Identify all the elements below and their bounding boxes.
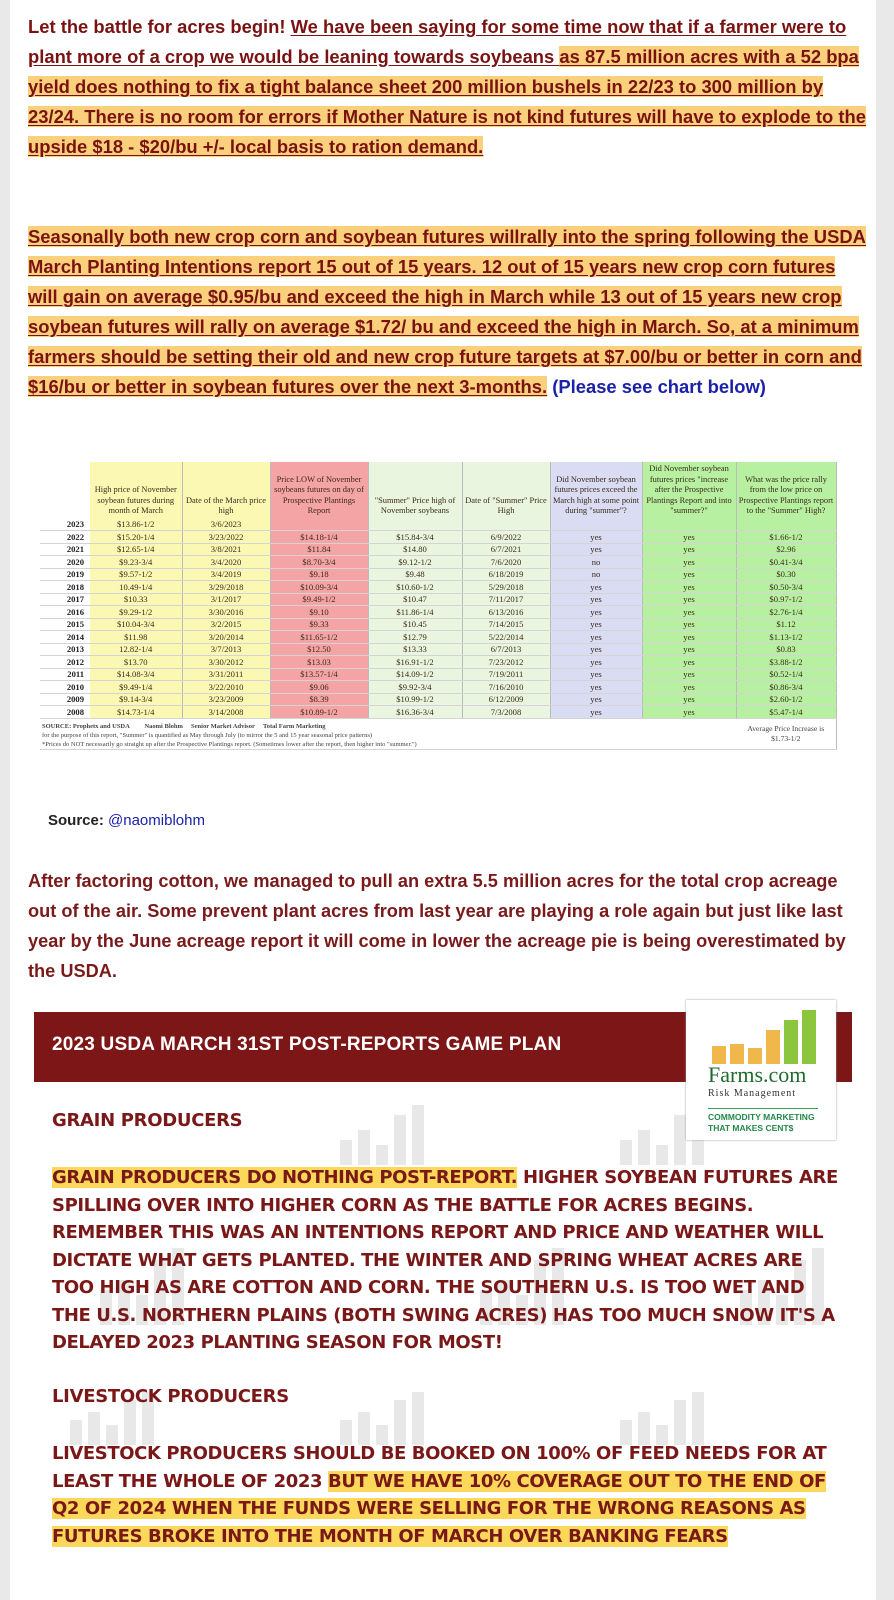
- cotton-paragraph: After factoring cotton, we managed to pull an extra 5.5 million acres for the total crop acreage out of the air. Some prevent plant acres from last year are playing a role again but just like last year by the June acreage report it will come in lower the acreage pie is being overestimated by the USDA.: [28, 871, 846, 981]
- grain-highlight: GRAIN PRODUCERS DO NOTHING POST-REPORT.: [52, 1167, 518, 1188]
- col-header: Date of "Summer" Price High: [462, 462, 550, 519]
- table-cell: yes: [550, 531, 642, 544]
- row-year: 2012: [40, 656, 90, 669]
- livestock-producers-text: [52, 1440, 842, 1550]
- col-header: Date of the March price high: [182, 462, 270, 519]
- footer-author: Naomi Blohm: [144, 722, 183, 730]
- col-header: Did November soybean futures prices "increase after the Prospective Plantings Report and into "summer?": [642, 462, 736, 519]
- table-cell: 3/6/2023: [182, 519, 270, 531]
- col-header: High price of November soybean futures during month of March: [90, 462, 182, 519]
- table-cell: $12.79: [368, 631, 462, 644]
- row-year: 2014: [40, 631, 90, 644]
- table-cell: $10.60-1/2: [368, 581, 462, 594]
- table-cell: 7/19/2011: [462, 668, 550, 681]
- row-year: 2021: [40, 543, 90, 556]
- table-cell: 7/14/2015: [462, 618, 550, 631]
- intro-highlight: as 87.5 million acres with a 52 bpa yield does nothing to fix a tight balance sheet 200 million bushels in 22/23 to 300 million by 23/24. There is no room for errors if Mother Nature is not kind futures will have to explode to the upside $18 - $20/bu +/- local basis to ration demand.: [28, 46, 866, 157]
- table-cell: $8.39: [270, 693, 368, 706]
- table-footer-row: [40, 718, 836, 749]
- table-cell: yes: [642, 693, 736, 706]
- table-row: [40, 543, 836, 556]
- table-cell: yes: [550, 693, 642, 706]
- table-cell: $14.18-1/4: [270, 531, 368, 544]
- game-plan-title: 2023 USDA MARCH 31ST POST-REPORTS GAME PLAN: [52, 1034, 562, 1055]
- table-cell: 3/30/2012: [182, 656, 270, 669]
- table-cell: $0.86-3/4: [736, 681, 836, 694]
- row-year: 2011: [40, 668, 90, 681]
- table-cell: yes: [550, 643, 642, 656]
- table-cell: yes: [642, 531, 736, 544]
- row-year: 2022: [40, 531, 90, 544]
- table-cell: $10.45: [368, 618, 462, 631]
- farms-com-logo: [686, 1000, 836, 1140]
- table-cell: $0.83: [736, 643, 836, 656]
- logo-tagline-2: THAT MAKES CENT$: [708, 1123, 794, 1133]
- row-year: 2023: [40, 519, 90, 531]
- table-cell: yes: [642, 668, 736, 681]
- row-year: 2009: [40, 693, 90, 706]
- table-row: [40, 519, 836, 531]
- table-cell: yes: [550, 631, 642, 644]
- logo-name: Farms.com: [708, 1062, 807, 1087]
- table-cell: $10.89-1/2: [270, 706, 368, 719]
- logo-tagline: [708, 1108, 818, 1134]
- table-cell: $10.47: [368, 593, 462, 606]
- table-cell: 7/3/2008: [462, 706, 550, 719]
- table-cell: [736, 519, 836, 531]
- table-cell: 6/7/2013: [462, 643, 550, 656]
- table-cell: $16.36-3/4: [368, 706, 462, 719]
- col-header: What was the price rally from the low price on Prospective Plantings report to the "Summer" High?: [736, 462, 836, 519]
- table-cell: $3.88-1/2: [736, 656, 836, 669]
- table-cell: $9.06: [270, 681, 368, 694]
- article-page: [10, 0, 876, 1600]
- table-cell: yes: [642, 643, 736, 656]
- col-header: Did November soybean futures prices exceed the March high at some point during "summer"?: [550, 462, 642, 519]
- table-cell: $15.20-1/4: [90, 531, 182, 544]
- table-cell: $11.86-1/4: [368, 606, 462, 619]
- table-cell: $13.70: [90, 656, 182, 669]
- grain-body: HIGHER SOYBEAN FUTURES ARE SPILLING OVER INTO HIGHER CORN AS THE BATTLE FOR ACRES BEGINS. REMEMBER THIS WAS AN INTENTIONS REPORT AND PRICE AND WEATHER WILL DICTATE WHAT GETS PLANTED. THE WINTER AND SPRING WHEAT ACRES ARE TOO HIGH AS ARE COTTON AND CORN. THE SOUTHERN U.S. IS TOO WET AND THE U.S. NORTHERN PLAINS (BOTH SWING ACRES) HAS TOO MUCH SNOW IT'S A DELAYED 2023 PLANTING SEASON FOR MOST!: [52, 1167, 838, 1353]
- table-cell: 5/29/2018: [462, 581, 550, 594]
- table-cell: 3/22/2010: [182, 681, 270, 694]
- footer-company: Total Farm Marketing: [262, 722, 326, 730]
- table-cell: $9.18: [270, 568, 368, 581]
- row-year: 2018: [40, 581, 90, 594]
- table-cell: $9.10: [270, 606, 368, 619]
- table-cell: yes: [642, 618, 736, 631]
- table-cell: $12.65-1/4: [90, 543, 182, 556]
- row-year: 2008: [40, 706, 90, 719]
- table-cell: yes: [642, 593, 736, 606]
- table-cell: $2.76-1/4: [736, 606, 836, 619]
- table-cell: $14.08-3/4: [90, 668, 182, 681]
- table-row: [40, 643, 836, 656]
- table-cell: $11.84: [270, 543, 368, 556]
- col-header: "Summer" Price high of November soybeans: [368, 462, 462, 519]
- game-plan-graphic: [10, 1000, 876, 1600]
- table-cell: 3/14/2008: [182, 706, 270, 719]
- table-cell: $0.50-3/4: [736, 581, 836, 594]
- table-cell: 3/1/2017: [182, 593, 270, 606]
- bar-chart-logo-icon: [710, 1008, 820, 1066]
- table-cell: 3/20/2014: [182, 631, 270, 644]
- table-row: [40, 668, 836, 681]
- table-cell: $12.50: [270, 643, 368, 656]
- table-header-row: [40, 462, 836, 519]
- table-cell: yes: [642, 581, 736, 594]
- col-header: Price LOW of November soybeans futures on day of Prospective Plantings Report: [270, 462, 368, 519]
- table-cell: $11.98: [90, 631, 182, 644]
- table-row: [40, 681, 836, 694]
- data-table: [40, 462, 837, 750]
- table-cell: 3/8/2021: [182, 543, 270, 556]
- source-credit: [48, 812, 205, 829]
- table-cell: $0.52-1/4: [736, 668, 836, 681]
- table-cell: yes: [642, 568, 736, 581]
- row-year: 2013: [40, 643, 90, 656]
- source-label: Source:: [48, 812, 109, 829]
- table-cell: $10.33: [90, 593, 182, 606]
- grain-producers-text: [52, 1164, 842, 1357]
- table-cell: 6/18/2019: [462, 568, 550, 581]
- table-cell: 3/30/2016: [182, 606, 270, 619]
- table-cell: no: [550, 556, 642, 569]
- table-cell: $9.92-3/4: [368, 681, 462, 694]
- see-chart-link[interactable]: (Please see chart below): [547, 376, 766, 397]
- intro-lead: Let the battle for acres begin!: [28, 16, 291, 37]
- table-row: [40, 531, 836, 544]
- table-cell: yes: [550, 581, 642, 594]
- livestock-highlight: BUT WE HAVE 10% COVERAGE OUT TO THE END OF Q2 OF 2024 WHEN THE FUNDS WERE SELLING FOR THE WRONG REASONS AS FUTURES BROKE INTO THE MONTH OF MARCH OVER BANKING FEARS: [52, 1470, 826, 1547]
- intro-paragraph: [28, 12, 870, 162]
- seasonal-paragraph: [28, 222, 870, 402]
- table-cell: yes: [550, 681, 642, 694]
- table-cell: $8.70-3/4: [270, 556, 368, 569]
- seasonal-highlight: Seasonally both new crop corn and soybean futures willrally into the spring following the USDA March Planting Intentions report 15 out of 15 years. 12 out of 15 years new crop corn futures will gain on average $0.95/bu and exceed the high in March while 13 out of 15 years new crop soybean futures will rally on average $1.72/ bu and exceed the high in March. So, at a minimum farmers should be setting their old and new crop future targets at $7.00/bu or better in corn and $16/bu or better in soybean futures over the next 3-months.: [28, 226, 866, 397]
- table-cell: $13.86-1/2: [90, 519, 182, 531]
- table-cell: $0.41-3/4: [736, 556, 836, 569]
- logo-subtitle: Risk Management: [708, 1088, 797, 1099]
- table-cell: yes: [550, 656, 642, 669]
- table-cell: yes: [550, 706, 642, 719]
- table-cell: 3/23/2009: [182, 693, 270, 706]
- table-cell: 3/4/2020: [182, 556, 270, 569]
- table-cell: $2.96: [736, 543, 836, 556]
- footer-role: Senior Market Advisor: [191, 722, 255, 730]
- table-cell: yes: [550, 668, 642, 681]
- soybean-seasonal-table: [40, 462, 876, 750]
- table-cell: 3/4/2019: [182, 568, 270, 581]
- source-handle-link[interactable]: @naomiblohm: [108, 812, 205, 829]
- table-cell: 5/22/2014: [462, 631, 550, 644]
- table-cell: $13.03: [270, 656, 368, 669]
- table-cell: $11.65-1/2: [270, 631, 368, 644]
- table-cell: $9.12-1/2: [368, 556, 462, 569]
- row-year: 2017: [40, 593, 90, 606]
- row-year: 2019: [40, 568, 90, 581]
- footer-sources: SOURCE: Prophetx and USDA: [42, 722, 130, 730]
- table-cell: 7/6/2020: [462, 556, 550, 569]
- row-year: 2016: [40, 606, 90, 619]
- table-cell: 3/31/2011: [182, 668, 270, 681]
- table-cell: yes: [642, 656, 736, 669]
- table-cell: $15.84-3/4: [368, 531, 462, 544]
- table-cell: 7/16/2010: [462, 681, 550, 694]
- table-row: [40, 606, 836, 619]
- table-cell: $16.91-1/2: [368, 656, 462, 669]
- table-cell: no: [550, 568, 642, 581]
- table-cell: 6/13/2016: [462, 606, 550, 619]
- table-cell: yes: [642, 681, 736, 694]
- table-cell: $9.29-1/2: [90, 606, 182, 619]
- table-cell: yes: [642, 543, 736, 556]
- logo-tagline-1: COMMODITY MARKETING: [708, 1112, 815, 1122]
- table-cell: 3/2/2015: [182, 618, 270, 631]
- table-cell: $9.14-3/4: [90, 693, 182, 706]
- table-cell: $14.80: [368, 543, 462, 556]
- table-cell: $9.57-1/2: [90, 568, 182, 581]
- table-cell: yes: [642, 556, 736, 569]
- table-cell: yes: [642, 606, 736, 619]
- table-cell: 6/7/2021: [462, 543, 550, 556]
- table-cell: yes: [550, 593, 642, 606]
- table-cell: $10.09-3/4: [270, 581, 368, 594]
- table-row: [40, 593, 836, 606]
- table-cell: $9.49-1/4: [90, 681, 182, 694]
- table-cell: yes: [550, 606, 642, 619]
- table-row: [40, 631, 836, 644]
- table-cell: $9.49-1/2: [270, 593, 368, 606]
- table-cell: $13.33: [368, 643, 462, 656]
- livestock-producers-heading: LIVESTOCK PRODUCERS: [52, 1386, 289, 1407]
- table-cell: [642, 519, 736, 531]
- table-cell: 6/9/2022: [462, 531, 550, 544]
- average-price-increase: Average Price Increase is $1.73-1/2: [736, 718, 836, 749]
- table-row: [40, 568, 836, 581]
- table-cell: $14.09-1/2: [368, 668, 462, 681]
- grain-producers-heading: GRAIN PRODUCERS: [52, 1110, 243, 1131]
- row-year: 2020: [40, 556, 90, 569]
- table-row: [40, 618, 836, 631]
- table-cell: $5.47-1/4: [736, 706, 836, 719]
- table-cell: yes: [550, 618, 642, 631]
- table-cell: $14.73-1/4: [90, 706, 182, 719]
- table-cell: $9.48: [368, 568, 462, 581]
- table-cell: 12.82-1/4: [90, 643, 182, 656]
- table-cell: [368, 519, 462, 531]
- row-year: 2015: [40, 618, 90, 631]
- table-cell: $10.04-3/4: [90, 618, 182, 631]
- table-cell: yes: [642, 631, 736, 644]
- table-cell: 7/11/2017: [462, 593, 550, 606]
- table-cell: $0.97-1/2: [736, 593, 836, 606]
- table-row: [40, 693, 836, 706]
- watermark-logo-icon: [310, 1100, 450, 1170]
- table-cell: $13.57-1/4: [270, 668, 368, 681]
- table-cell: [550, 519, 642, 531]
- table-cell: $1.66-1/2: [736, 531, 836, 544]
- table-cell: [270, 519, 368, 531]
- table-cell: 3/29/2018: [182, 581, 270, 594]
- table-cell: $0.30: [736, 568, 836, 581]
- table-cell: 3/7/2013: [182, 643, 270, 656]
- footer-note-2: *Prices do NOT necessarily go straight up after the Prospective Plantings report. (Sometimes lower after the report, then higher into "summer."): [42, 740, 417, 748]
- table-cell: 3/23/2022: [182, 531, 270, 544]
- table-row: [40, 581, 836, 594]
- table-cell: $2.60-1/2: [736, 693, 836, 706]
- table-cell: $1.13-1/2: [736, 631, 836, 644]
- year-header: [40, 462, 90, 519]
- table-cell: $10.99-1/2: [368, 693, 462, 706]
- table-cell: 7/23/2012: [462, 656, 550, 669]
- table-row: [40, 656, 836, 669]
- table-cell: 10.49-1/4: [90, 581, 182, 594]
- footer-note-1: for the purpose of this report, "Summer" is quantified as May through July (to mirror the 5 and 15 year seasonal price patterns): [42, 731, 373, 739]
- table-cell: $1.12: [736, 618, 836, 631]
- row-year: 2010: [40, 681, 90, 694]
- intro-underlined: We have been saying for some time now that if a farmer were to plant more of a crop we would be leaning towards soybeans: [28, 16, 847, 67]
- table-cell: 6/12/2009: [462, 693, 550, 706]
- table-row: [40, 706, 836, 719]
- table-cell: [462, 519, 550, 531]
- table-cell: $9.23-3/4: [90, 556, 182, 569]
- livestock-body: LIVESTOCK PRODUCERS SHOULD BE BOOKED ON 100% OF FEED NEEDS FOR AT LEAST THE WHOLE OF 2023: [52, 1443, 827, 1492]
- table-row: [40, 556, 836, 569]
- table-cell: $9.33: [270, 618, 368, 631]
- table-cell: yes: [550, 543, 642, 556]
- table-cell: yes: [642, 706, 736, 719]
